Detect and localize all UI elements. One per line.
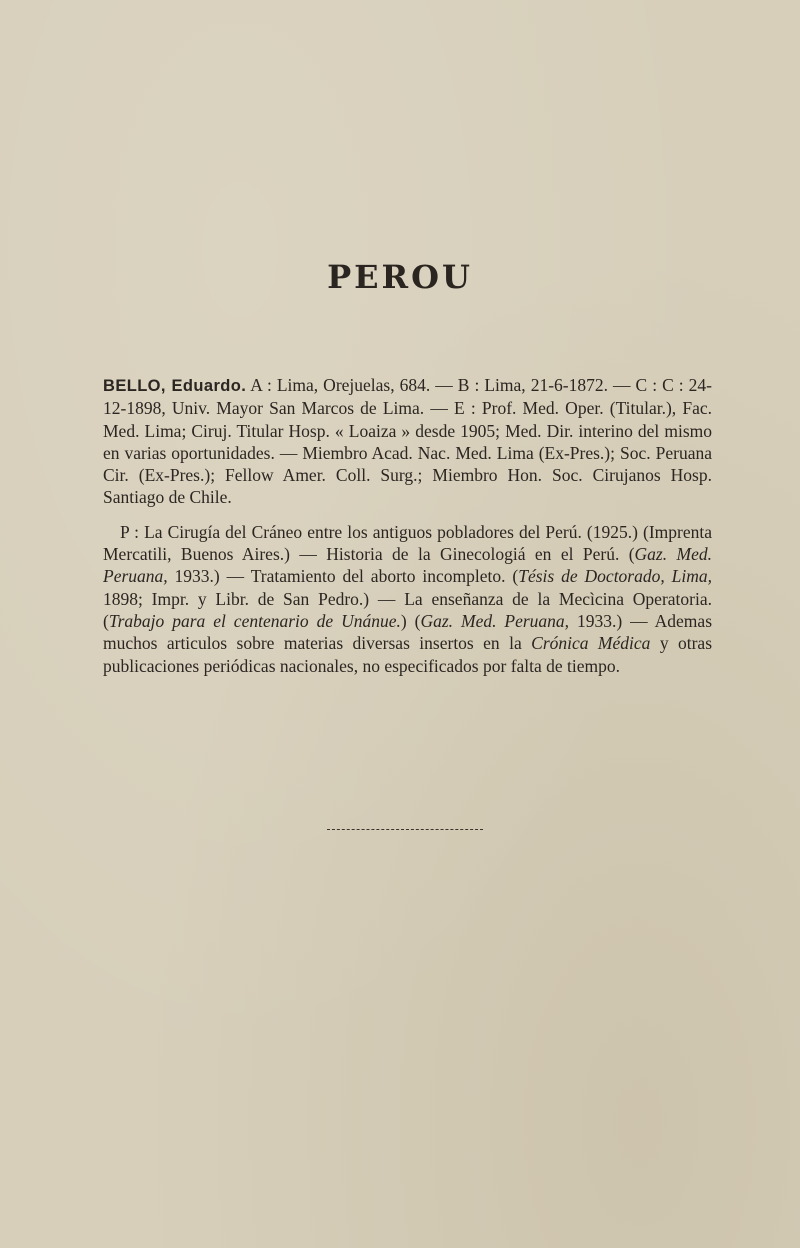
pub-segment-italic: Trabajo para el centenario de Unánue. [108,610,401,631]
section-divider [327,829,483,830]
biographical-entry [103,374,712,677]
pub-segment-italic: Crónica Médica [531,633,651,654]
pub-segment: 1933.) — Ademas muchos articulos sobre materias diversas insertos en la [103,610,712,654]
pub-segment: 1933.) — Tratamiento del aborto incompleto. ( [167,566,519,587]
pub-segment-italic: Gaz. Med. Peruana, [420,610,570,631]
page-title: PEROU [327,258,473,296]
entry-name: BELLO, Eduardo. [103,377,247,395]
pub-segment: ) ( [400,610,421,631]
entry-biography [103,374,712,509]
pub-segment: y otras publicaciones periódicas nacionales, no especificados por falta de tiempo. [103,633,713,676]
pub-segment-italic: Tésis de Doctorado, Lima, [518,566,713,587]
pub-segment: P : La Cirugía del Cráneo entre los antiguos pobladores del Perú. (1925.) (Imprenta Mercatili, Buenos Aires.) — Historia de la Ginecologiá en el Perú. ( [103,521,712,565]
entry-publications [103,521,712,677]
pub-segment: 1898; Impr. y Libr. de San Pedro.) — La enseñanza de la Mecìcina Operatoria. ( [103,588,712,631]
entry-bio-text: A : Lima, Orejuelas, 684. — B : Lima, 21-6-1872. — C : C : 24-12-1898, Univ. Mayor San Marcos de Lima. — E : Prof. Med. Oper. (Titular.), Fac. Med. Lima; Ciruj. Titular Hosp. « Loaiza » desde 1905; Med. Dir. interino del mismo en varias oportunidades. — Miembro Acad. Nac. Med. Lima (Ex-Pres.); Soc. Peruana Cir. (Ex-Pres.); Fellow Amer. Coll. Surg.; Miembro Hon. Soc. Cirujanos Hosp. Santiago de Chile. [103,375,712,508]
pub-segment-italic: Gaz. Med. Peruana, [103,544,712,587]
